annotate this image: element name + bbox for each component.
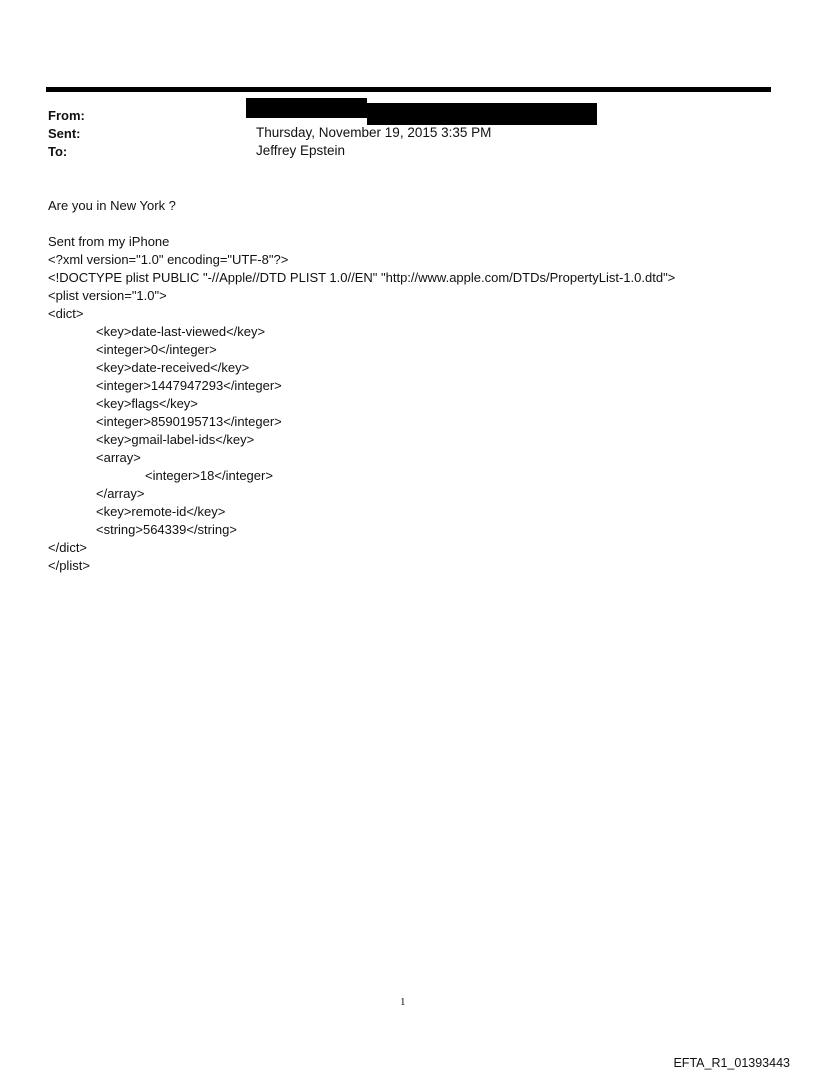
to-label: To: [48, 144, 68, 159]
redaction-bar [367, 103, 597, 125]
xml-line: <key>remote-id</key> [96, 504, 226, 519]
page-number: 1 [400, 996, 406, 1008]
xml-line: <key>flags</key> [96, 396, 198, 411]
xml-line: <key>date-last-viewed</key> [96, 324, 266, 339]
to-value: Jeffrey Epstein [256, 143, 346, 158]
xml-line: <integer>18</integer> [145, 468, 273, 483]
signature-line: Sent from my iPhone [48, 234, 170, 249]
sent-label: Sent: [48, 126, 81, 141]
xml-line: </dict> [48, 540, 88, 555]
xml-line: <integer>8590195713</integer> [96, 414, 282, 429]
from-label: From: [48, 108, 85, 123]
xml-line: <array> [96, 450, 141, 465]
sent-value: Thursday, November 19, 2015 3:35 PM [256, 125, 492, 140]
document-id: EFTA_R1_01393443 [673, 1056, 790, 1070]
xml-line: <!DOCTYPE plist PUBLIC "-//Apple//DTD PLIST 1.0//EN" "http://www.apple.com/DTDs/PropertyList-1.0.dtd"> [48, 270, 676, 285]
xml-line: <key>date-received</key> [96, 360, 250, 375]
xml-line: </array> [96, 486, 145, 501]
redaction-bar [246, 98, 367, 118]
xml-line: <integer>0</integer> [96, 342, 217, 357]
xml-line: </plist> [48, 558, 90, 573]
xml-line: <plist version="1.0"> [48, 288, 167, 303]
xml-line: <key>gmail-label-ids</key> [96, 432, 255, 447]
header-rule [46, 87, 771, 92]
message-text: Are you in New York ? [48, 198, 176, 213]
xml-line: <dict> [48, 306, 84, 321]
xml-line: <string>564339</string> [96, 522, 237, 537]
xml-line: <integer>1447947293</integer> [96, 378, 282, 393]
xml-line: <?xml version="1.0" encoding="UTF-8"?> [48, 252, 289, 267]
